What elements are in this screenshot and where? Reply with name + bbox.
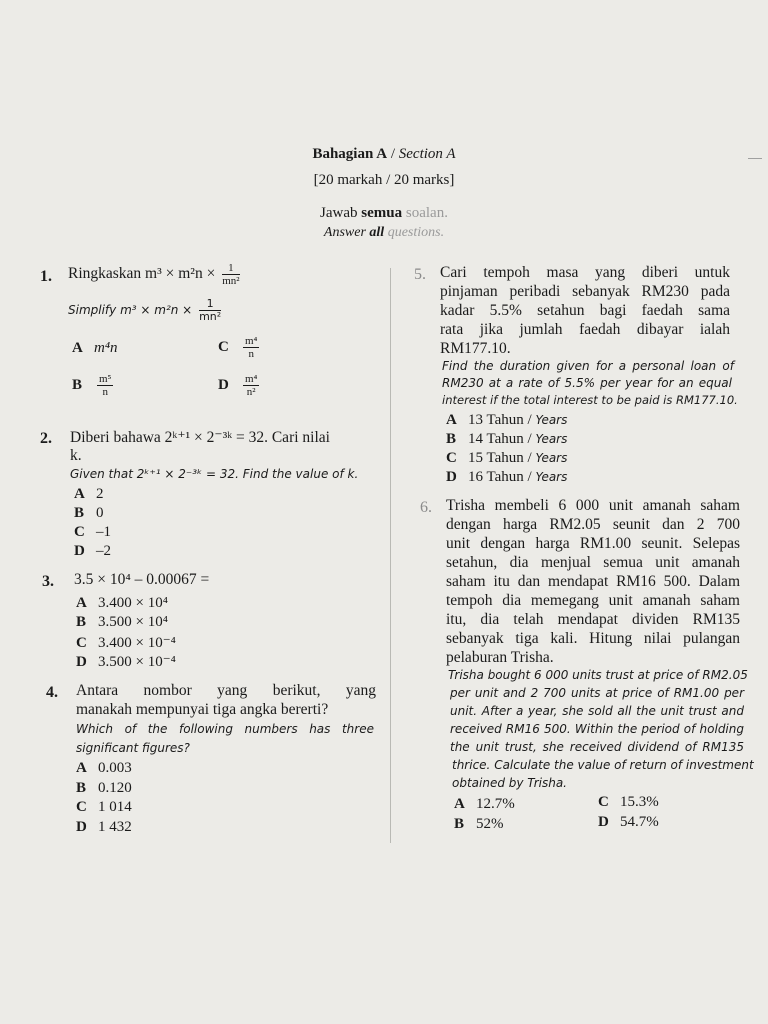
question-stem-ms-1: Cari tempoh masa yang diberi untuk	[440, 264, 730, 281]
question-stem-ms-2: pinjaman peribadi sebanyak RM230 pada	[440, 283, 730, 300]
question-stem-ms-2: manakah mempunyai tiga angka bererti?	[76, 701, 329, 718]
section-title-ms: Bahagian A	[312, 146, 388, 162]
option-b[interactable]: B 14 Tahun / Years	[446, 431, 568, 447]
option-a[interactable]: A 2	[74, 486, 104, 502]
option-d[interactable]: D –2	[74, 543, 111, 559]
question-stem-ms-3: kadar 5.5% setahun bagi faedah sama	[440, 302, 730, 319]
question-stem-ms: Diberi bahawa 2ᵏ⁺¹ × 2⁻³ᵏ = 32. Cari nilai	[70, 429, 330, 446]
question-stem-ms-5: RM177.10.	[440, 340, 511, 357]
column-divider	[390, 268, 391, 843]
question-stem-en: Given that 2ᵏ⁺¹ × 2⁻³ᵏ = 32. Find the value of k.	[70, 467, 359, 481]
question-stem-en-2: per unit and 2 700 units at price of RM1.00 per	[450, 686, 744, 700]
question-stem-en-2: RM230 at a rate of 5.5% per year for an equal	[442, 376, 732, 390]
question-stem-en-6: thrice. Calculate the value of return of investment	[452, 758, 754, 772]
option-b[interactable]: B 3.500 × 10⁴	[76, 614, 168, 630]
question-number: 4.	[46, 684, 58, 701]
fraction: $\frac{1}{\text{mn²}}$	[199, 297, 222, 324]
option-b[interactable]: B 52%	[454, 816, 504, 832]
option-d[interactable]: D 54.7%	[598, 814, 659, 830]
option-d[interactable]: D 3.500 × 10⁻⁴	[76, 654, 176, 670]
option-c[interactable]: C $\frac{\text{m⁴}}{n}$	[218, 335, 258, 361]
question-stem: 3.5 × 10⁴ – 0.00067 =	[74, 571, 210, 588]
question-stem-en-1: Trisha bought 6 000 units trust at price of RM2.05	[448, 668, 748, 682]
option-a[interactable]: A 0.003	[76, 760, 132, 776]
question-number: 6.	[420, 499, 432, 516]
question-stem-en-2: significant figures?	[76, 741, 190, 755]
question-stem-en-3: interest if the total interest to be paid is RM177.10.	[442, 393, 738, 407]
question-number: 2.	[40, 430, 52, 447]
option-d[interactable]: D $\frac{\text{m⁴}}{\text{n²}}$	[218, 373, 258, 399]
question-stem-ms-6: tempoh dia memegang unit amanah saham	[446, 592, 740, 609]
option-a[interactable]: A 13 Tahun / Years	[446, 412, 568, 428]
question-stem-en-3: unit. After a year, she sold all the unit trust and	[450, 704, 744, 718]
instruction-ms: Jawab semua soalan.	[320, 205, 448, 221]
section-title	[0, 146, 768, 163]
option-a[interactable]: A 12.7%	[454, 796, 515, 812]
instruction-en: Answer all questions.	[323, 225, 445, 240]
question-stem-ms-1: Trisha membeli 6 000 unit amanah saham	[446, 497, 740, 514]
question-stem-en-1: Find the duration given for a personal loan of	[442, 359, 734, 373]
fraction: $\frac{1}{\text{mn²}}$	[222, 262, 240, 288]
question-stem-ms: Antara nombor yang berikut, yang	[76, 682, 376, 699]
option-c[interactable]: C 3.400 × 10⁻⁴	[76, 635, 176, 651]
section-marks: [20 markah / 20 marks]	[313, 172, 455, 188]
question-stem-ms-3: unit dengan harga RM1.00 seunit. Selepas	[446, 535, 740, 552]
question-stem-ms-4: rata jika jumlah faedah dibayar ialah	[440, 321, 730, 338]
option-c[interactable]: C –1	[74, 524, 111, 540]
question-stem-en: Simplify m³ × m²n × $\frac{1}{\text{mn²}}$	[68, 297, 222, 324]
question-stem-ms-2: dengan harga RM2.05 seunit dan 2 700	[446, 516, 740, 533]
option-d[interactable]: D 16 Tahun / Years	[446, 469, 568, 485]
question-stem-ms-5: saham itu dan mendapat RM16 500. Dalam	[446, 573, 740, 590]
option-d[interactable]: D 1 432	[76, 819, 132, 835]
option-c[interactable]: C 1 014	[76, 799, 132, 815]
section-title-sep: /	[387, 146, 399, 162]
option-a[interactable]: A 3.400 × 10⁴	[76, 595, 168, 611]
question-number: 5.	[414, 266, 426, 283]
question-stem-ms: Ringkaskan m³ × m²n × $\frac{1}{\text{mn²}}$	[68, 262, 240, 288]
option-c[interactable]: C 15 Tahun / Years	[446, 450, 568, 466]
question-stem-en-7: obtained by Trisha.	[452, 776, 567, 790]
question-stem-ms-4: setahun, dia menjual semua unit amanah	[446, 554, 740, 571]
option-c[interactable]: C 15.3%	[598, 794, 659, 810]
option-a[interactable]: A m⁴n	[72, 340, 118, 356]
option-b[interactable]: B $\frac{\text{m⁵}}{n}$	[72, 373, 112, 399]
question-stem-en-4: received RM16 500. Within the period of holding	[450, 722, 744, 736]
question-stem-en-5: the unit trust, she received dividend of RM135	[450, 740, 744, 754]
question-stem-ms-7: itu, dia telah mendapat dividen RM135	[446, 611, 740, 628]
option-b[interactable]: B 0.120	[76, 780, 132, 796]
question-stem-ms-2: k.	[70, 447, 82, 464]
section-title-en: Section A	[398, 146, 456, 162]
option-b[interactable]: B 0	[74, 505, 104, 521]
question-stem-ms-9: pelaburan Trisha.	[446, 649, 554, 666]
question-stem-en: Which of the following numbers has three	[76, 722, 374, 736]
question-number: 3.	[42, 573, 54, 590]
question-stem-ms-8: sebanyak tiga kali. Hitung nilai pulangan	[446, 630, 740, 647]
question-number: 1.	[40, 268, 52, 285]
